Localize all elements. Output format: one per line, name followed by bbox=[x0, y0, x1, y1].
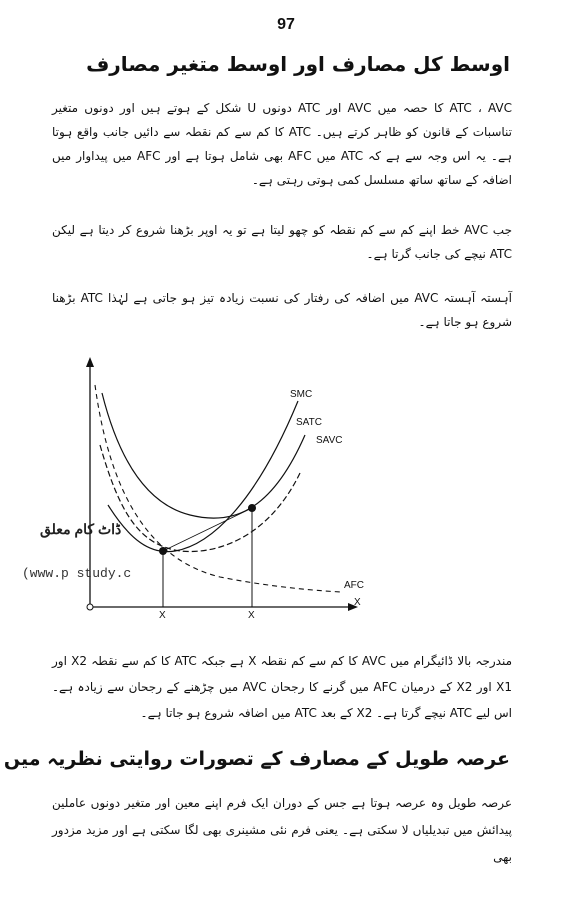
paragraph-1: ATC ، AVC کا حصہ میں AVC اور ATC دونوں U شکل کے ہوتے ہیں اور دونوں متغیر تناسبات کے قانون کو ظاہر کرتے ہیں۔ ATC کا کم سے کم نقطہ سے دائیں جانب واقع ہوتا ہے۔ یہ اس وجہ سے ہے کہ ATC میں AFC بھی شامل ہوتا ہے اور AFC میں پیداوار میں اضافہ کے ساتھ ساتھ مسلسل کمی ہوتی رہتی ہے۔ bbox=[52, 101, 513, 187]
paragraph-3: آہستہ آہستہ AVC میں اضافہ کی رفتار کی نسبت زیادہ تیز ہو جاتی ہے لہٰذا ATC بڑھنا شروع ہو جاتا ہے۔ bbox=[52, 291, 512, 329]
page-title: اوسط کل مصارف اور اوسط متغیر مصارف bbox=[86, 52, 510, 76]
watermark-url: (www.p study.c bbox=[22, 566, 132, 581]
watermark-logo-prefix: معلق bbox=[40, 521, 71, 537]
paragraph-2: جب AVC خط اپنے کم سے کم نقطہ کو چھو لیتا ہے تو یہ اوپر بڑھنا شروع کر دیتا ہے لیکن ATC نیچے کی جانب گرتا ہے۔ bbox=[52, 223, 513, 261]
watermark-logo bbox=[20, 521, 121, 538]
satc-curve bbox=[102, 393, 305, 518]
connector-line bbox=[163, 508, 252, 551]
x-axis-label: X bbox=[354, 597, 361, 608]
satc-label: SATC bbox=[296, 417, 322, 428]
paragraph-4: مندرجہ بالا ڈائیگرام میں AVC کا کم سے کم نقطہ X ہے جبکہ ATC کا کم سے نقطہ X2 اور X1 اور X2 کے درمیان AFC میں گرنے کا رجحان AVC میں چڑھنے کے رجحان سے زیادہ ہے۔ اس لیے ATC نیچے گرتا ہے۔ X2 کے بعد ATC میں اضافہ شروع ہو جاتا ہے۔ bbox=[52, 654, 513, 720]
x1-tick-label: X bbox=[159, 610, 166, 620]
y-axis-arrow bbox=[86, 357, 94, 367]
watermark-logo-text: ڈاٹ کام bbox=[74, 521, 122, 537]
savc-label: SAVC bbox=[316, 435, 343, 446]
afc-label: AFC bbox=[344, 580, 364, 591]
page-number: 97 bbox=[277, 16, 295, 33]
x2-tick-label: X bbox=[248, 610, 255, 620]
paragraph-5: عرصہ طویل وہ عرصہ ہوتا ہے جس کے دوران ایک فرم اپنے معین اور متغیر دونوں عاملین پیدائش میں تبدیلیاں لا سکتی ہے۔ یعنی فرم نئی مشینری بھی لگا سکتی ہے اور مزید مزدور بھی bbox=[52, 796, 512, 864]
origin-point bbox=[87, 604, 93, 610]
smc-label: SMC bbox=[290, 389, 313, 400]
section-heading: عرصہ طویل کے مصارف کے تصورات روایتی نظریہ میں bbox=[3, 748, 510, 770]
